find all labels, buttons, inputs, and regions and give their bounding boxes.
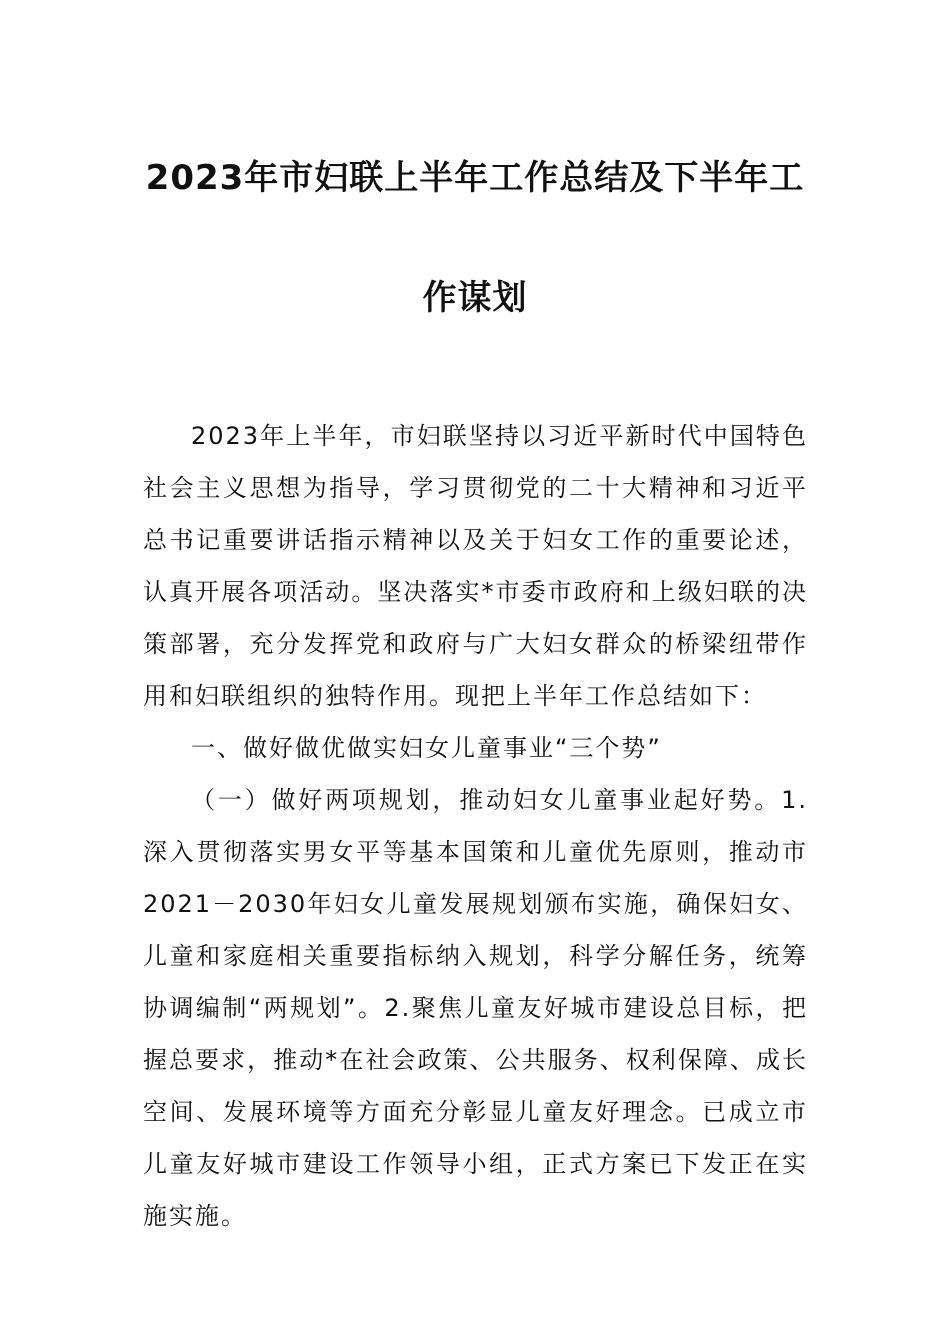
document-body bbox=[143, 410, 808, 1242]
subsection-paragraph-1: （一）做好两项规划，推动妇女儿童事业起好势。1.深入贯彻落实男女平等基本国策和儿童优先原则，推动市2021－2030年妇女儿童发展规划颁布实施，确保妇女、儿童和家庭相关重要指标纳入规划，科学分解任务，统筹协调编制“两规划”。2.聚焦儿童友好城市建设总目标，把握总要求，推动*在社会政策、公共服务、权利保障、成长空间、发展环境等方面充分彰显儿童友好理念。已成立市儿童友好城市建设工作领导小组，正式方案已下发正在实施实施。 bbox=[143, 786, 808, 1230]
document-title-line-2: 作谋划 bbox=[422, 278, 528, 318]
document-title-line-1: 2023年市妇联上半年工作总结及下半年工 bbox=[145, 158, 805, 198]
section-heading-1: 一、做好做优做实妇女儿童事业“三个势” bbox=[191, 734, 662, 762]
intro-paragraph: 2023年上半年，市妇联坚持以习近平新时代中国特色社会主义思想为指导，学习贯彻党的二十大精神和习近平总书记重要讲话指示精神以及关于妇女工作的重要论述，认真开展各项活动。坚决落实*市委市政府和上级妇联的决策部署，充分发挥党和政府与广大妇女群众的桥梁纽带作用和妇联组织的独特作用。现把上半年工作总结如下： bbox=[143, 422, 808, 710]
